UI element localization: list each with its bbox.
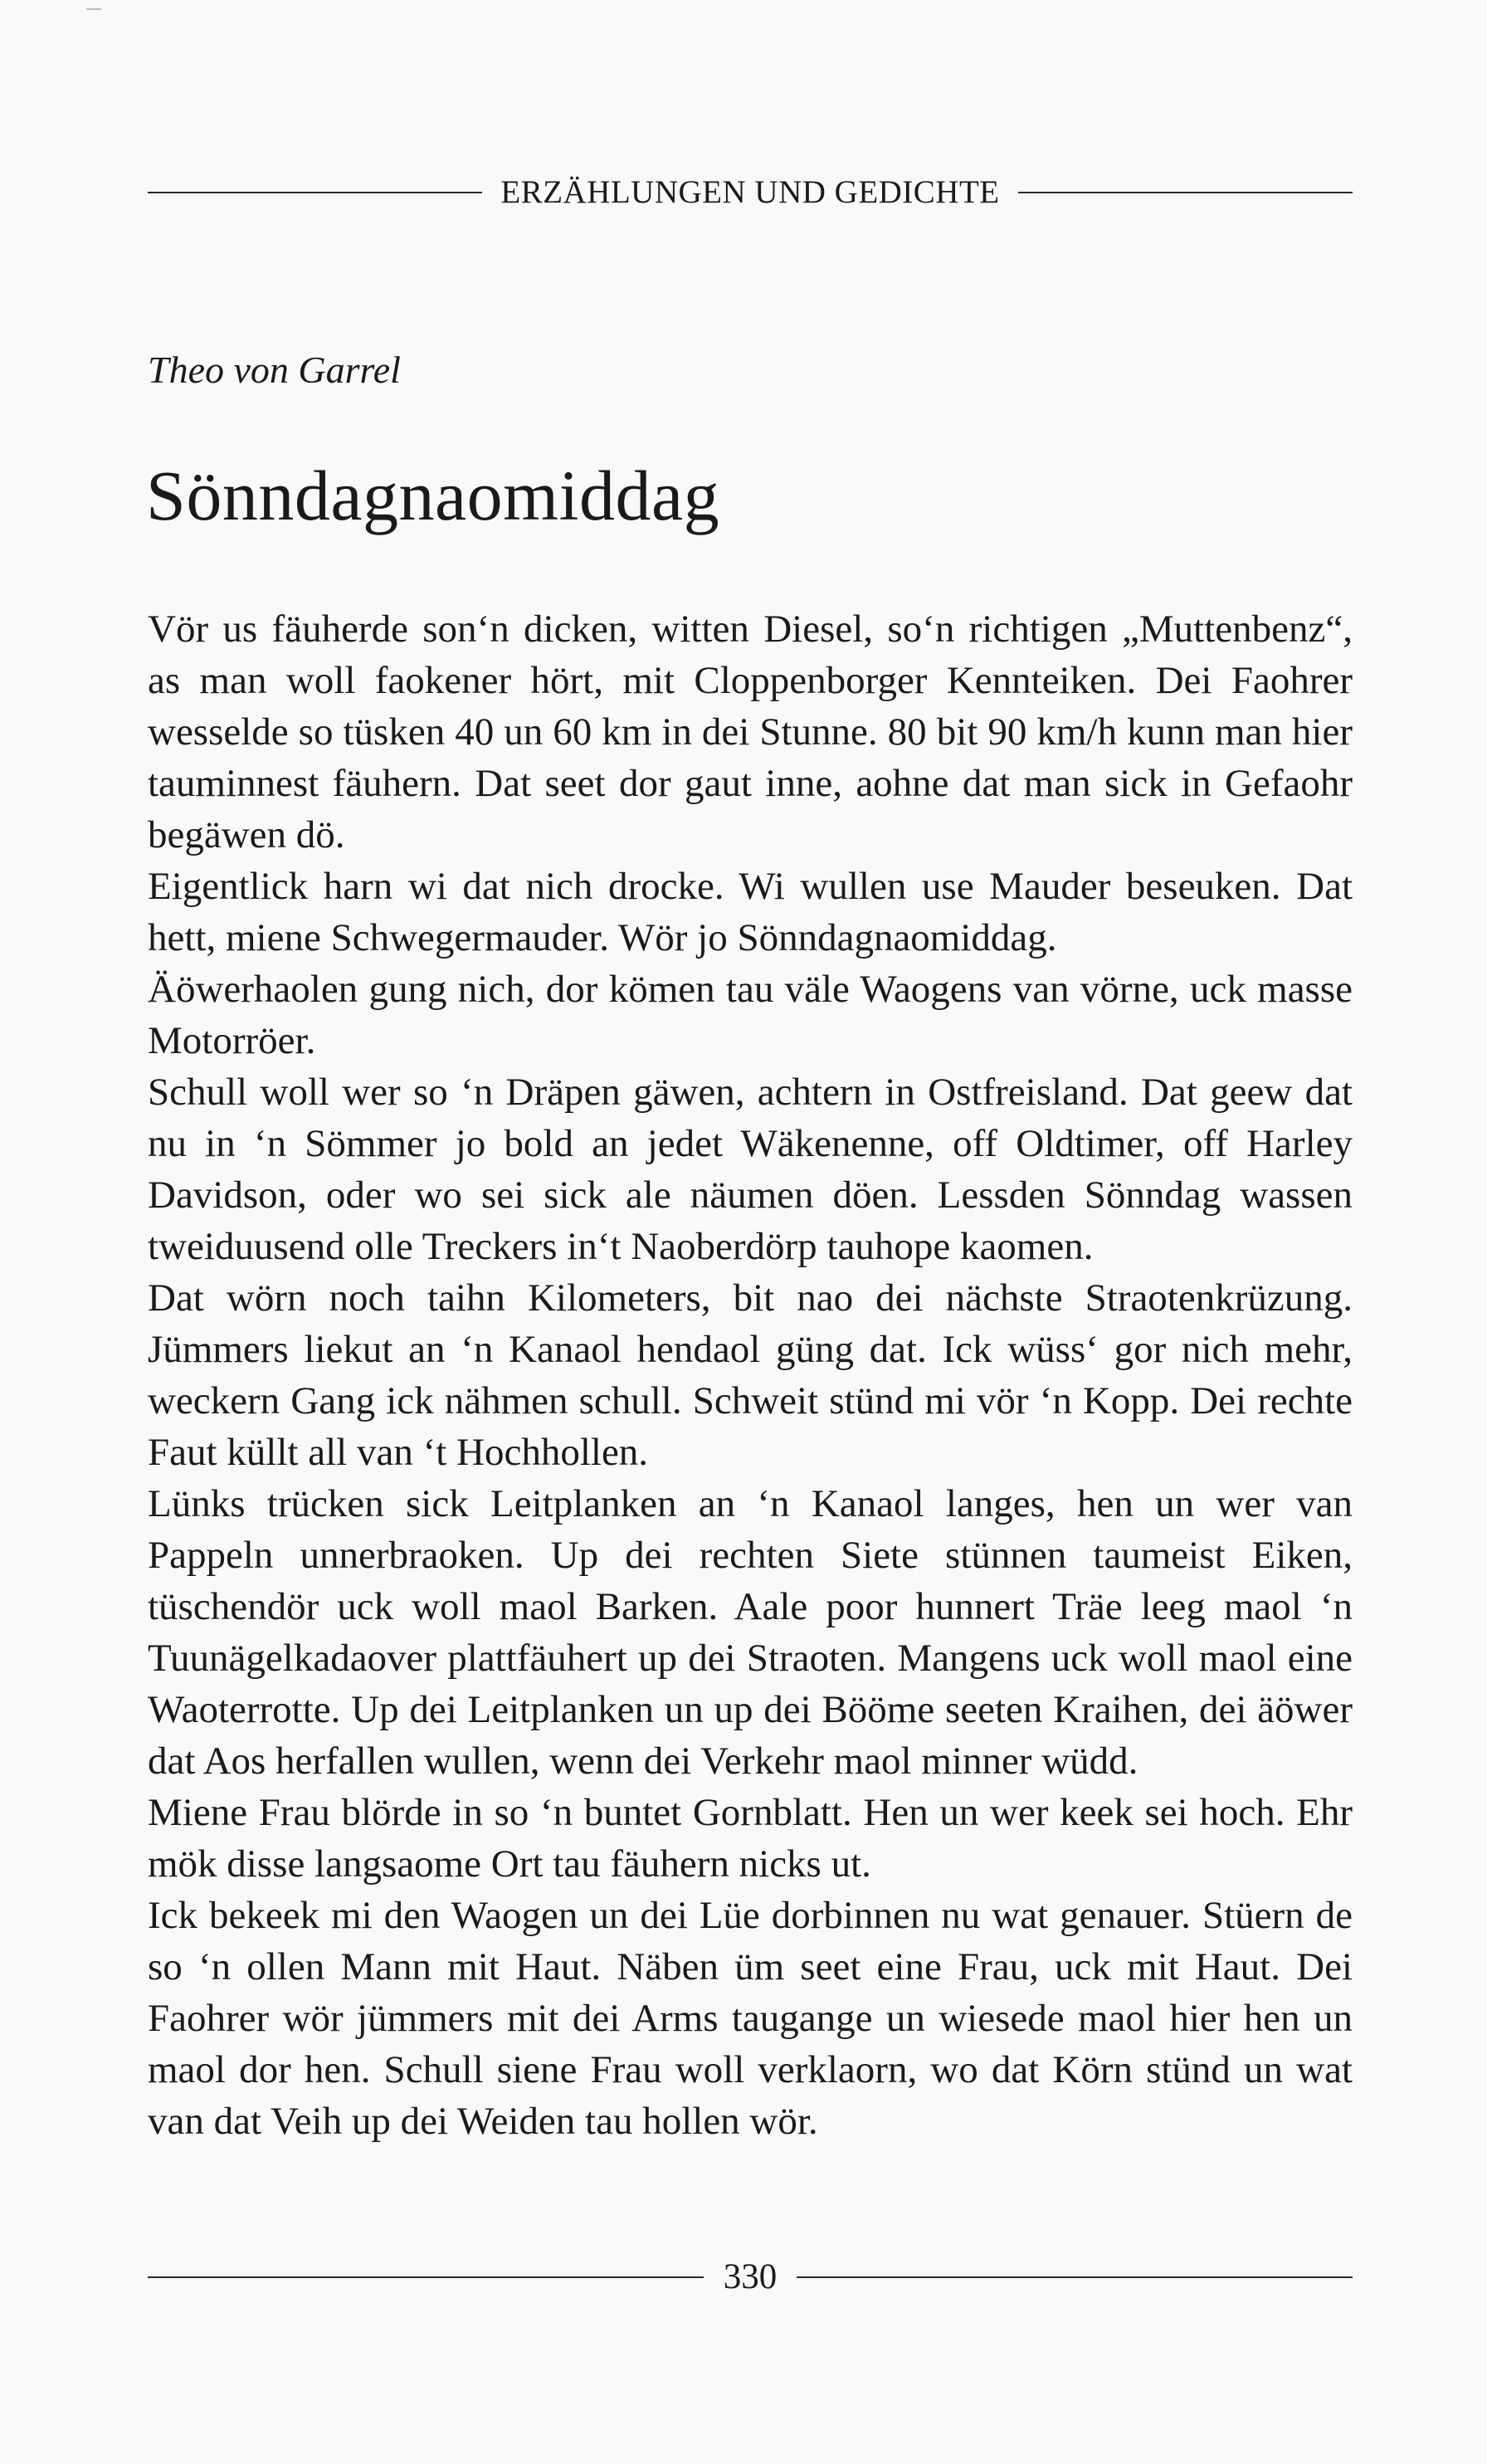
header-rule-right — [1018, 192, 1353, 193]
paragraph: Vör us fäuherde son‘n dicken, witten Diesel, so‘n richtigen „Muttenbenz“, as man woll faokener hört, mit Cloppenborger Kennteiken. Dei Faohrer wesselde so tüsken 40 un 60 km in dei Stunne. 80 bit 90 km/h kunn man hier tauminnest fäuhern. Dat seet dor gaut inne, aohne dat man sick in Gefaohr begäwen dö. — [148, 607, 1353, 856]
paragraph: Dat wörn noch taihn Kilometers, bit nao dei nächste Straotenkrüzung. Jümmers liekut an ‘n Kanaol hendaol güng dat. Ick wüss‘ gor nich mehr, weckern Gang ick nähmen schull. Schweit stünd mi vör ‘n Kopp. Dei rechte Faut küllt all van ‘t Hochhollen. — [148, 1276, 1353, 1474]
paragraph: Lünks trücken sick Leitplanken an ‘n Kanaol langes, hen un wer van Pappeln unnerbraoken. Up dei rechten Siete stünnen taumeist Eiken, tüschendör uck woll maol Barken. Aale poor hunnert Träe leeg maol ‘n Tuunägelkadaover plattfäuhert up dei Straoten. Mangens uck woll maol eine Waoterrotte. Up dei Leitplanken un up dei Bööme seeten Kraihen, dei äöwer dat Aos herfallen wullen, wenn dei Verkehr maol minner wüdd. — [148, 1482, 1353, 1783]
header-rule-left — [148, 192, 482, 193]
page-footer — [148, 2259, 1353, 2295]
page-number: 330 — [723, 2257, 778, 2296]
paragraph: Äöwerhaolen gung nich, dor kömen tau väle Waogens van vörne, uck masse Motorröer. — [148, 968, 1353, 1062]
paragraph: Ick bekeek mi den Waogen un dei Lüe dorbinnen nu wat genauer. Stüern de so ‘n ollen Mann mit Haut. Näben üm seet eine Frau, uck mit Haut. Dei Faohrer wör jümmers mit dei Arms taugange un wiesede maol hier hen un maol dor hen. Schull siene Frau woll verklaorn, wo dat Körn stünd un wat van dat Veih up dei Weiden tau hollen wör. — [148, 1894, 1353, 2143]
running-header — [148, 176, 1353, 208]
scan-corner-mark — [86, 8, 101, 10]
paragraph: Eigentlick harn wi dat nich drocke. Wi wullen use Mauder beseuken. Dat hett, miene Schwegermauder. Wör jo Sönndagnaomiddag. — [148, 865, 1353, 959]
story-body — [148, 603, 1353, 2147]
paragraph: Schull woll wer so ‘n Dräpen gäwen, achtern in Ostfreisland. Dat geew dat nu in ‘n Sömmer jo bold an jedet Wäkenenne, off Oldtimer, off Harley Davidson, oder wo sei sick ale näumen döen. Lessden Sönndag wassen tweiduusend olle Treckers in‘t Naoberdörp tauhope kaomen. — [148, 1071, 1353, 1268]
footer-rule-left — [148, 2276, 704, 2278]
author-name: Theo von Garrel — [148, 349, 401, 391]
running-header-title: ERZÄHLUNGEN UND GEDICHTE — [500, 174, 1000, 210]
paragraph: Miene Frau blörde in so ‘n buntet Gornblatt. Hen un wer keek sei hoch. Ehr mök disse langsaome Ort tau fäuhern nicks ut. — [148, 1791, 1353, 1886]
story-title: Sönndagnaomiddag — [146, 456, 720, 535]
footer-rule-right — [797, 2276, 1353, 2278]
